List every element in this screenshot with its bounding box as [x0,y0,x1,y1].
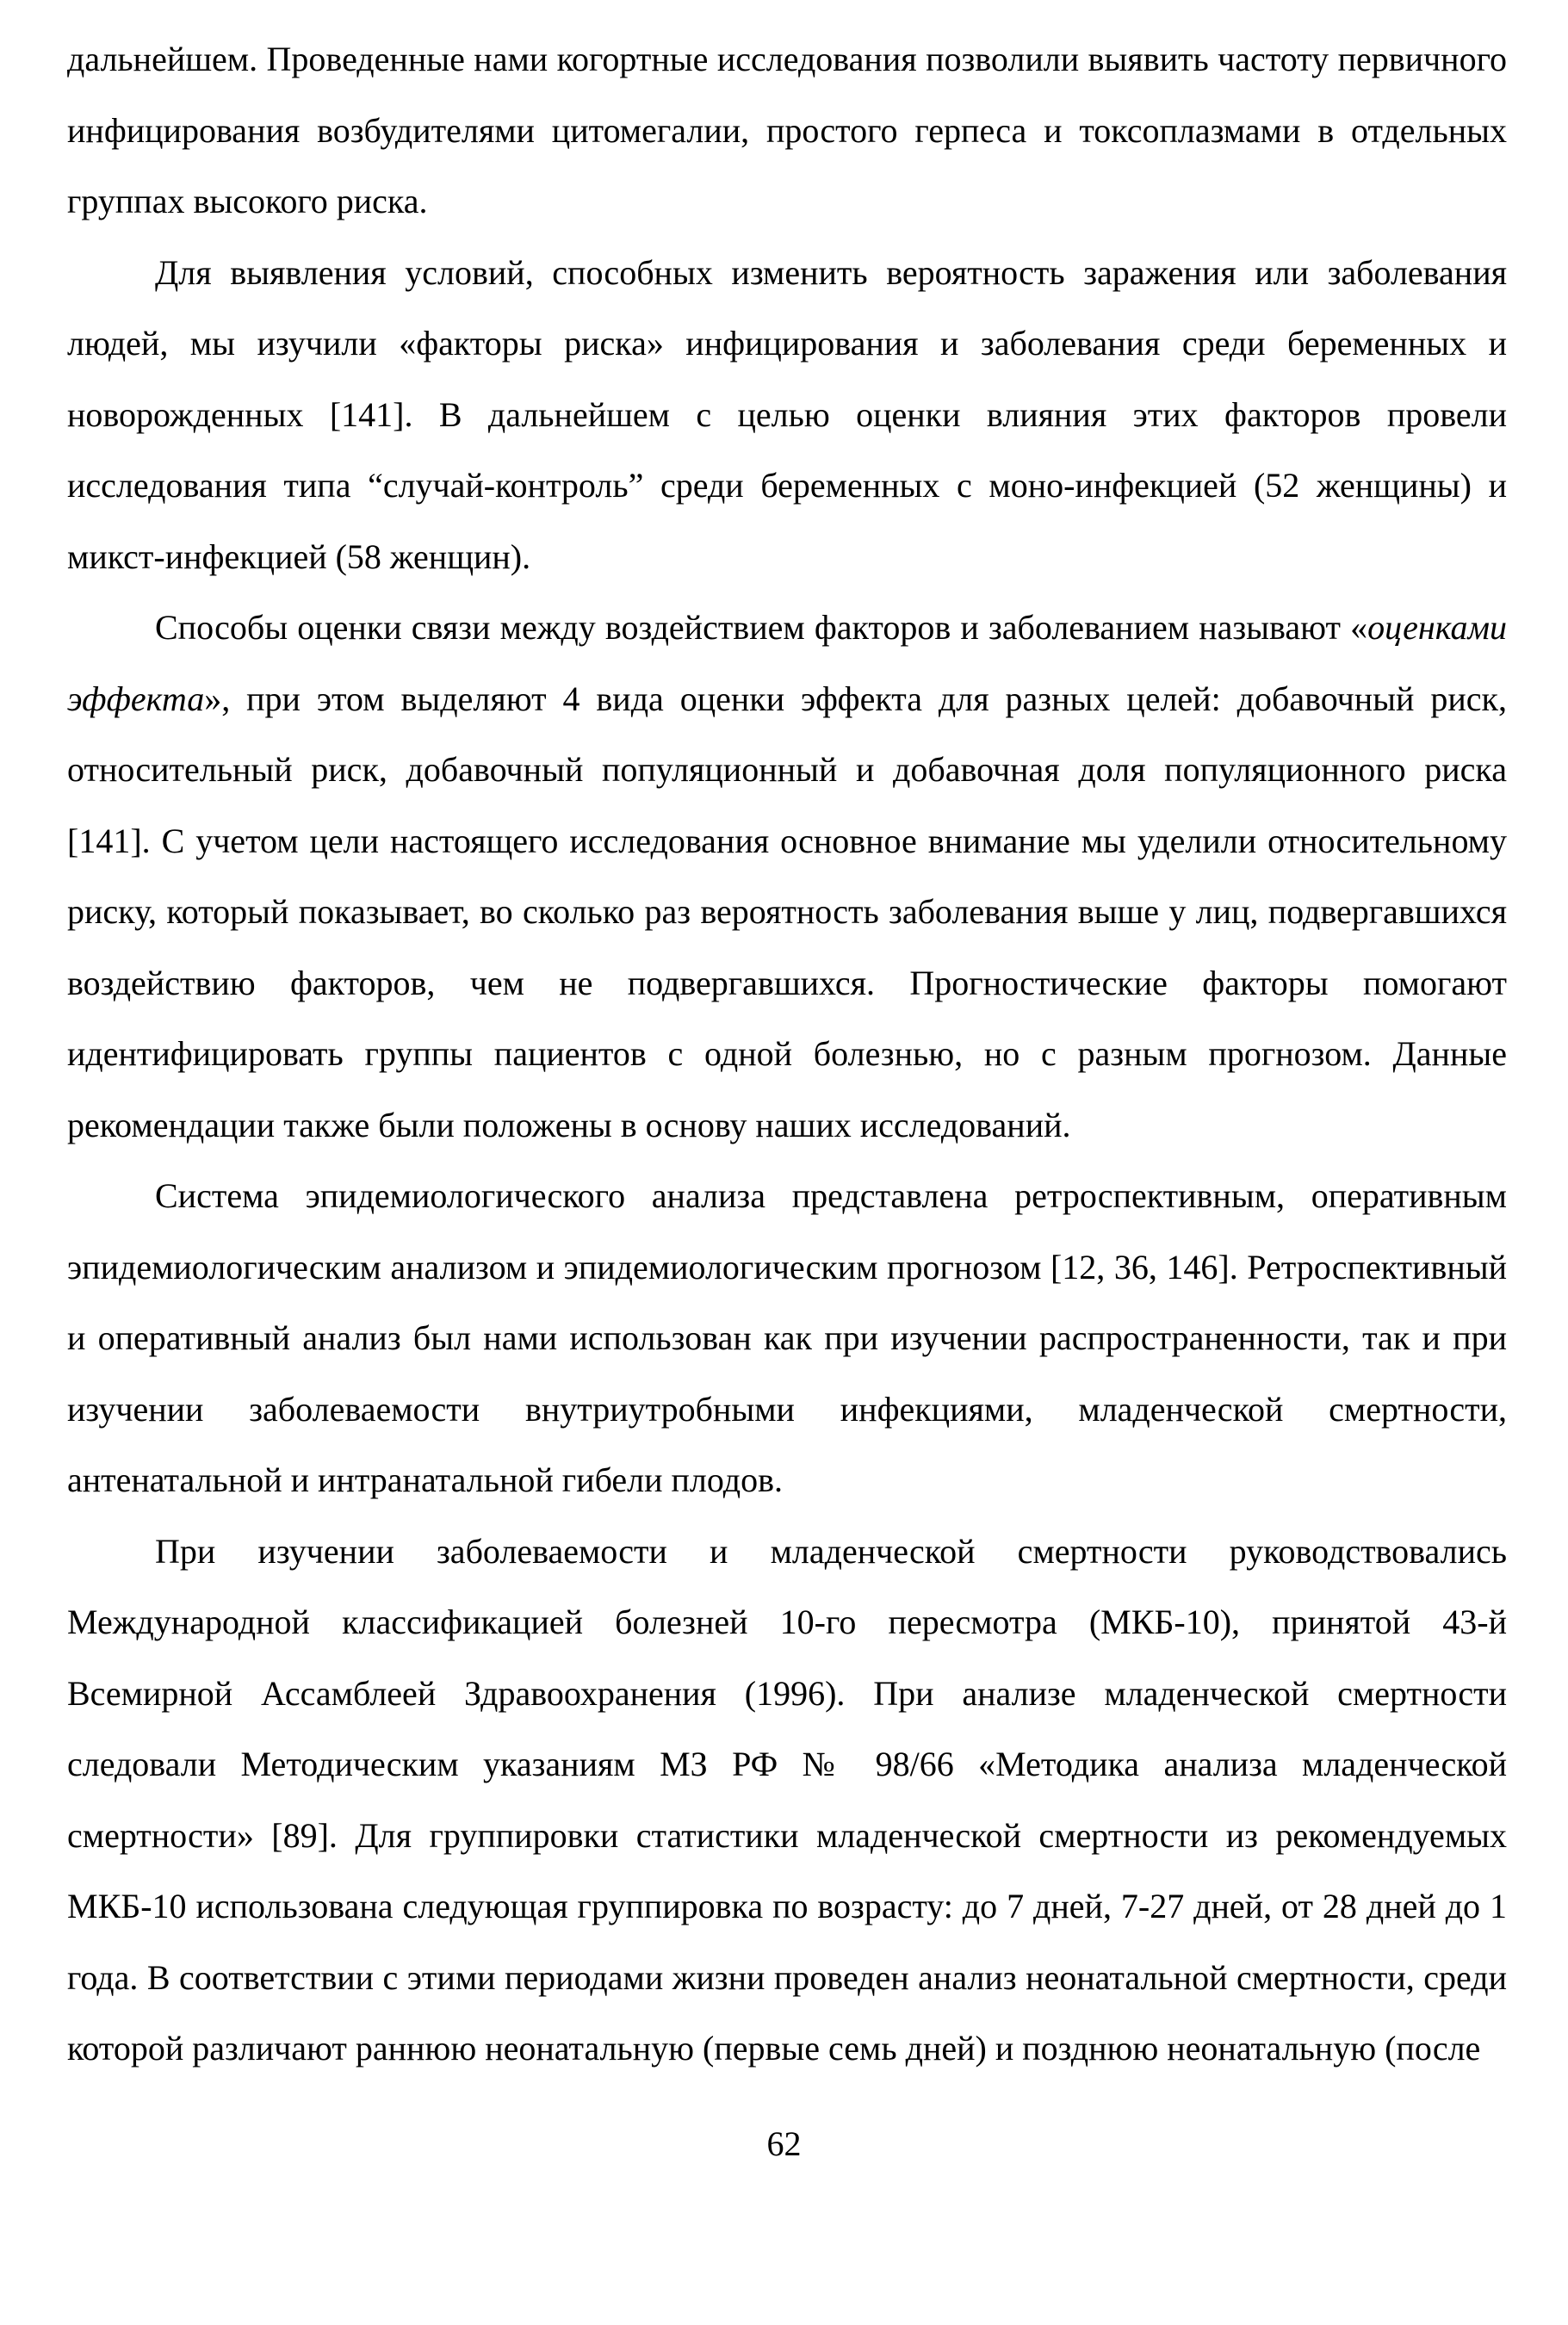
paragraph-5-text: При изучении заболеваемости и младенческой смертности руководствовались Международной классификацией болезней 10-го пересмотра (МКБ-10), принятой 43-й Всемирной Ассамблеей Здравоохранения (1996). При анализе младенческой смертности следовали Методическим указаниям МЗ РФ № 98/66 «Методика анализа младенческой смертности» [89]. Для группировки статистики младенческой смертности из рекомендуемых МКБ-10 использована следующая группировка по возрасту: до 7 дней, 7-27 дней, от 28 дней до 1 года. В соответствии с этими периодами жизни проведен анализ неонатальной смертности, среди которой различают раннюю неонатальную (первые семь дней) и позднюю неонатальную (после [67,1531,1507,2068]
paragraph-5 [67,1516,1507,2085]
page-number: 62 [766,2124,802,2163]
paragraph-3-italic-term: оценками эффекта [67,608,1507,718]
paragraph-1 [67,24,1507,238]
paragraph-2 [67,238,1507,593]
body-text [67,24,1507,2085]
paragraph-3-text-part-1: Способы оценки связи между воздействием факторов и заболеванием называют « [155,608,1368,647]
paragraph-2-text: Для выявления условий, способных изменить вероятность заражения или заболевания людей, мы изучили «факторы риска» инфицирования и заболевания среди беременных и новорожденных [141]. В дальнейшем с целью оценки влияния этих факторов провели исследования типа “случай-контроль” среди беременных с моно-инфекцией (52 женщины) и микст-инфекцией (58 женщин). [67,252,1507,576]
paragraph-3-text-part-2: », при этом выделяют 4 вида оценки эффекта для разных целей: добавочный риск, относительный риск, добавочный популяционный и добавочная доля популяционного риска [141]. С учетом цели настоящего исследования основное внимание мы уделили относительному риску, который показывает, во сколько раз вероятность заболевания выше у лиц, подвергавшихся воздействию факторов, чем не подвергавшихся. Прогностические факторы помогают идентифицировать группы пациентов с одной болезнью, но с разным прогнозом. Данные рекомендации также были положены в основу наших исследований. [67,679,1507,1144]
paragraph-4 [67,1161,1507,1516]
paragraph-4-text: Система эпидемиологического анализа представлена ретроспективным, оперативным эпидемиологическим анализом и эпидемиологическим прогнозом [12, 36, 146]. Ретроспективный и оперативный анализ был нами использован как при изучении распространенности, так и при изучении заболеваемости внутриутробными инфекциями, младенческой смертности, антенатальной и интранатальной гибели плодов. [67,1176,1507,1499]
paragraph-1-text: дальнейшем. Проведенные нами когортные исследования позволили выявить частоту первичного инфицирования возбудителями цитомегалии, простого герпеса и токсоплазмами в отдельных группах высокого риска. [67,40,1507,220]
paragraph-3 [67,592,1507,1161]
